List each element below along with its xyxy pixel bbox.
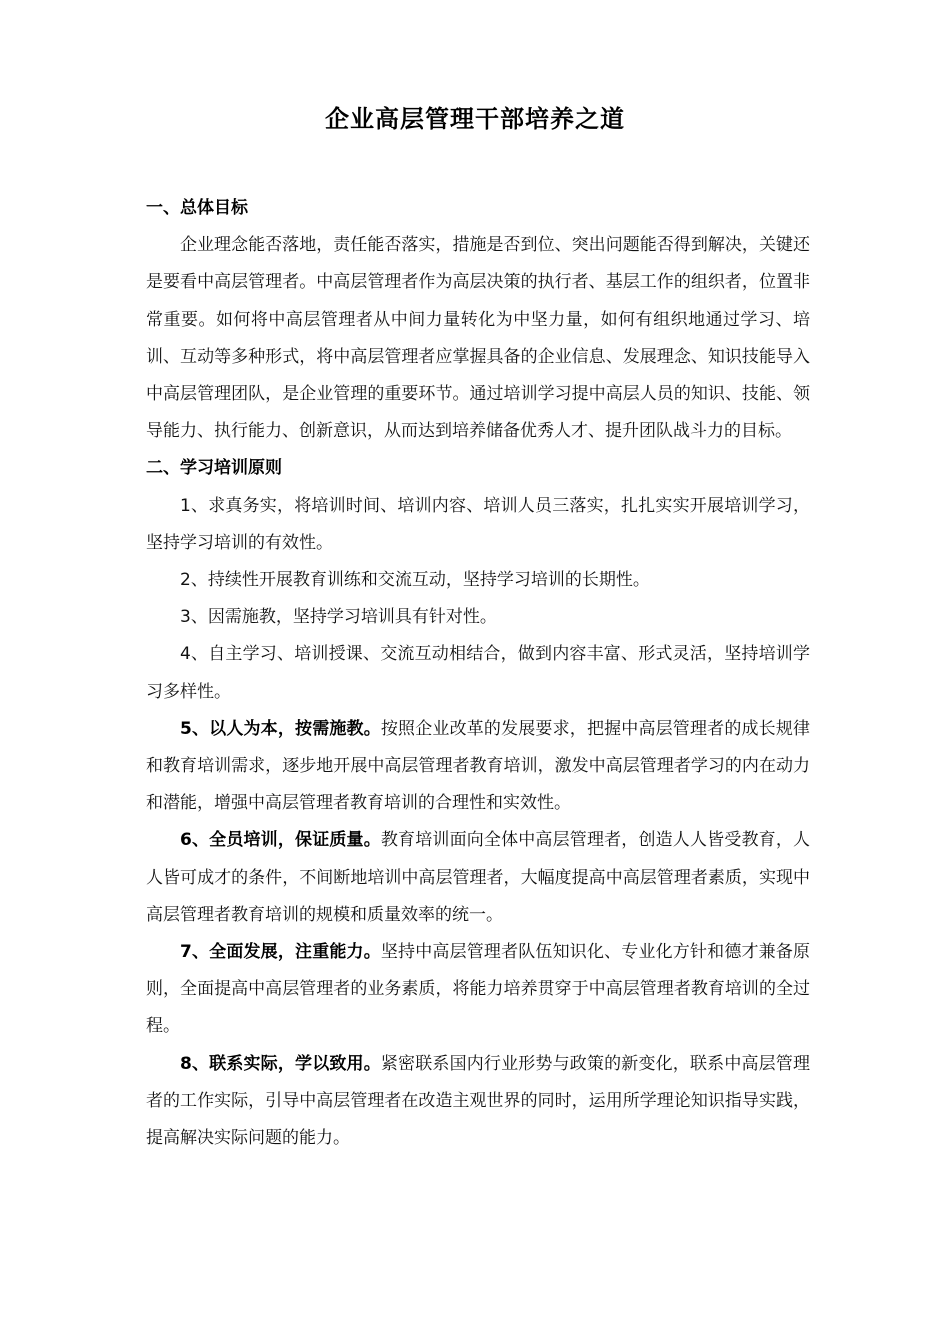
principle-lead: 7、全面发展，注重能力。 [180,942,381,963]
principle-text: 1、求真务实，将培训时间、培训内容、培训人员三落实，扎扎实实开展培训学习，坚持学习培训的有效性。 [146,495,810,553]
principle-item [146,822,810,934]
principle-text: 4、自主学习、培训授课、交流互动相结合，做到内容丰富、形式灵活，坚持培训学习多样性。 [146,644,810,702]
principle-text: 教育培训面向全体中高层管理者，创造人人皆受教育，人人皆可成才的条件，不间断地培训中高层管理者，大幅度提高中高层管理者素质，实现中高层管理者教育培训的规模和质量效率的统一。 [146,830,811,925]
document-body [146,190,810,1157]
principle-lead: 8、联系实际，学以致用。 [180,1053,381,1074]
section-heading-principles: 二、学习培训原则 [146,458,282,479]
principle-item [146,1046,810,1158]
section-heading-goals: 一、总体目标 [146,198,248,218]
principle-item [146,934,810,1046]
principle-text: 紧密联系国内行业形势与政策的新变化，联系中高层管理者的工作实际，引导中高层管理者在改造主观世界的同时，运用所学理论知识指导实践，提高解决实际问题的能力。 [146,1053,811,1149]
principle-item [146,488,810,562]
principle-text: 2、持续性开展教育训练和交流互动，坚持学习培训的长期性。 [180,570,650,591]
principle-lead: 5、以人为本，按需施教。 [180,718,381,739]
goals-paragraph: 企业理念能否落地，责任能否落实，措施是否到位、突出问题能否得到解决，关键还是要看中高层管理者。中高层管理者作为高层决策的执行者、基层工作的组织者，位置非常重要。如何将中高层管理者从中间力量转化为中坚力量，如何有组织地通过学习、培训、互动等多种形式，将中高层管理者应掌握具备的企业信息、发展理念、知识技能导入中高层管理团队，是企业管理的重要环节。通过培训学习提中高层人员的知识、技能、领导能力、执行能力、创新意识，从而达到培养储备优秀人才、提升团队战斗力的目标。 [146,235,810,442]
principle-text: 按照企业改革的发展要求，把握中高层管理者的成长规律和教育培训需求，逐步地开展中高层管理者教育培训，激发中高层管理者学习的内在动力和潜能，增强中高层管理者教育培训的合理性和实效性。 [146,718,811,814]
document-title: 企业高层管理干部培养之道 [325,105,625,133]
principle-item [146,562,810,599]
principle-lead: 6、全员培训，保证质量。 [180,830,381,851]
principle-text: 坚持中高层管理者队伍知识化、专业化方针和德才兼备原则，全面提高中高层管理者的业务素质，将能力培养贯穿于中高层管理者教育培训的全过程。 [146,942,811,1037]
principle-item [146,599,810,636]
principle-item [146,711,810,823]
principle-text: 3、因需施教，坚持学习培训具有针对性。 [180,607,497,628]
principle-item [146,636,810,710]
